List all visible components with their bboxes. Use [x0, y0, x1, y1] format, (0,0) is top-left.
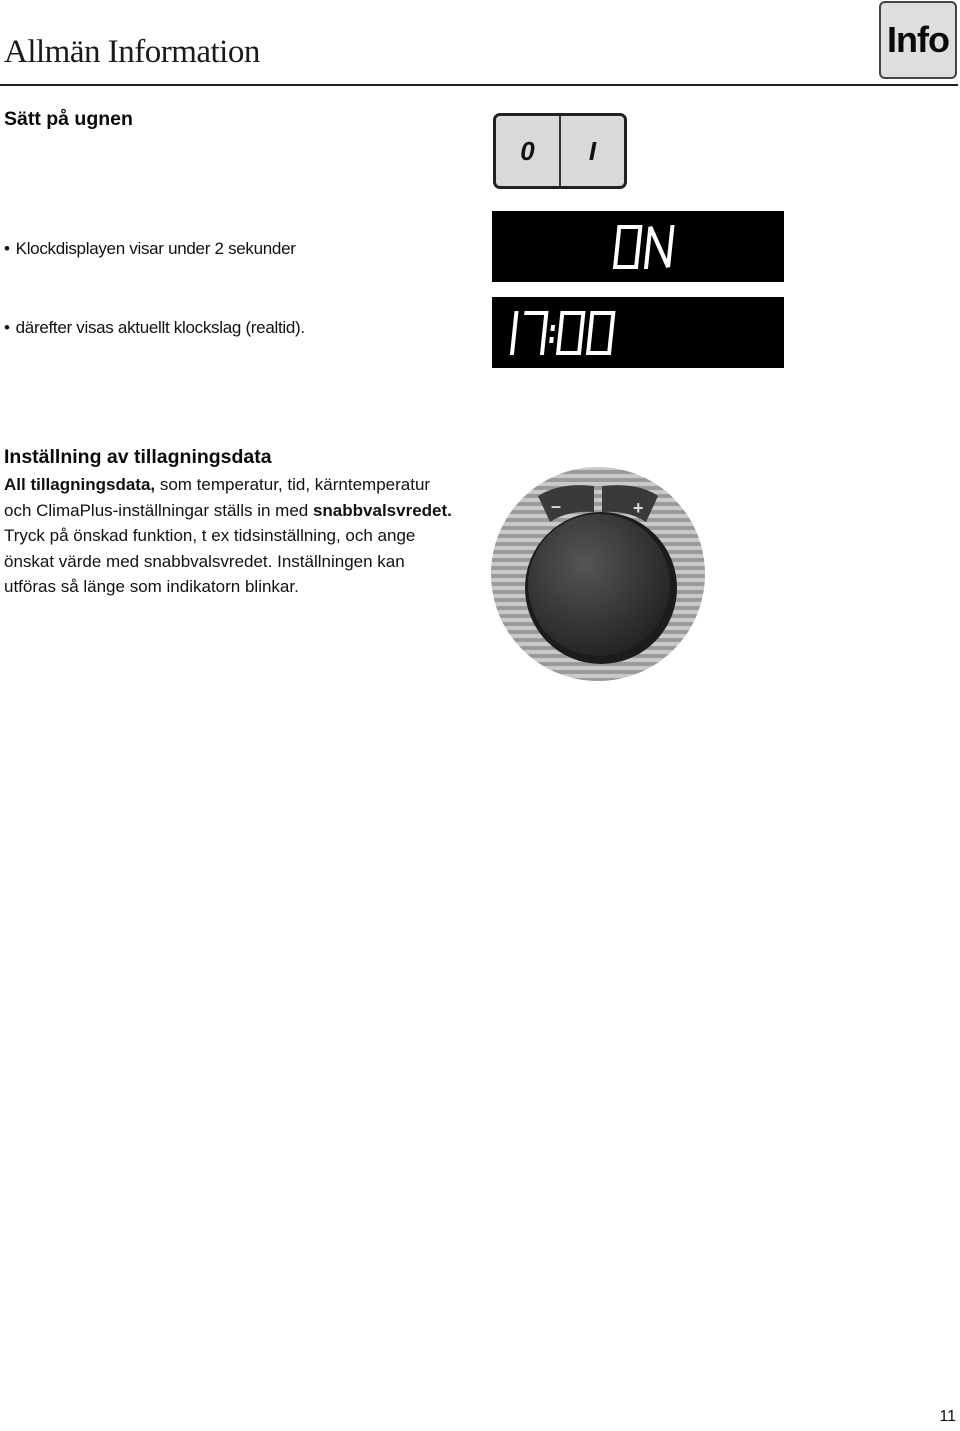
text-line: önskat värde med snabbvalsvredet. Inställningen kan [4, 551, 405, 571]
power-switch-icon [493, 113, 627, 189]
lcd-display-time [492, 297, 784, 368]
text-line: utföras så länge som indikatorn blinkar. [4, 577, 299, 596]
knob-plus-label: + [633, 498, 644, 518]
switch-on-key: I [588, 135, 597, 166]
header-divider [0, 84, 958, 86]
cooking-data-paragraph [4, 472, 474, 600]
bullet-text: därefter visas aktuellt klockslag (realtid). [15, 318, 305, 337]
control-knob-icon [490, 466, 706, 682]
bullet-dot: • [4, 239, 10, 258]
text-line: och ClimaPlus-inställningar ställs in med snabbvalsvredet. [4, 500, 452, 520]
knob-dial [528, 514, 670, 656]
seven-segment-time [492, 297, 784, 368]
section-heading-cooking-data: Inställning av tillagningsdata [4, 446, 272, 468]
bullet-realtime [4, 318, 305, 338]
text-line: Tryck på önskad funktion, t ex tidsinställning, och ange [4, 526, 416, 545]
text-line: All tillagningsdata, som temperatur, tid, kärntemperatur [4, 475, 431, 494]
page-number: 11 [939, 1408, 956, 1425]
page-title: Allmän Information [4, 34, 260, 70]
switch-off-key: 0 [496, 116, 561, 186]
bullet-dot: • [4, 318, 10, 337]
lead-bold: All tillagningsdata, [4, 475, 156, 494]
seven-segment-on [492, 211, 784, 282]
bullet-clock-display [4, 239, 296, 259]
bullet-text: Klockdisplayen visar under 2 sekunder [15, 239, 296, 258]
knob-term: snabbvalsvredet. [312, 500, 452, 520]
lcd-display-on [492, 211, 784, 282]
knob-minus-label: – [551, 496, 562, 516]
info-tab: Info [879, 1, 957, 79]
section-heading-power-on: Sätt på ugnen [4, 108, 133, 130]
